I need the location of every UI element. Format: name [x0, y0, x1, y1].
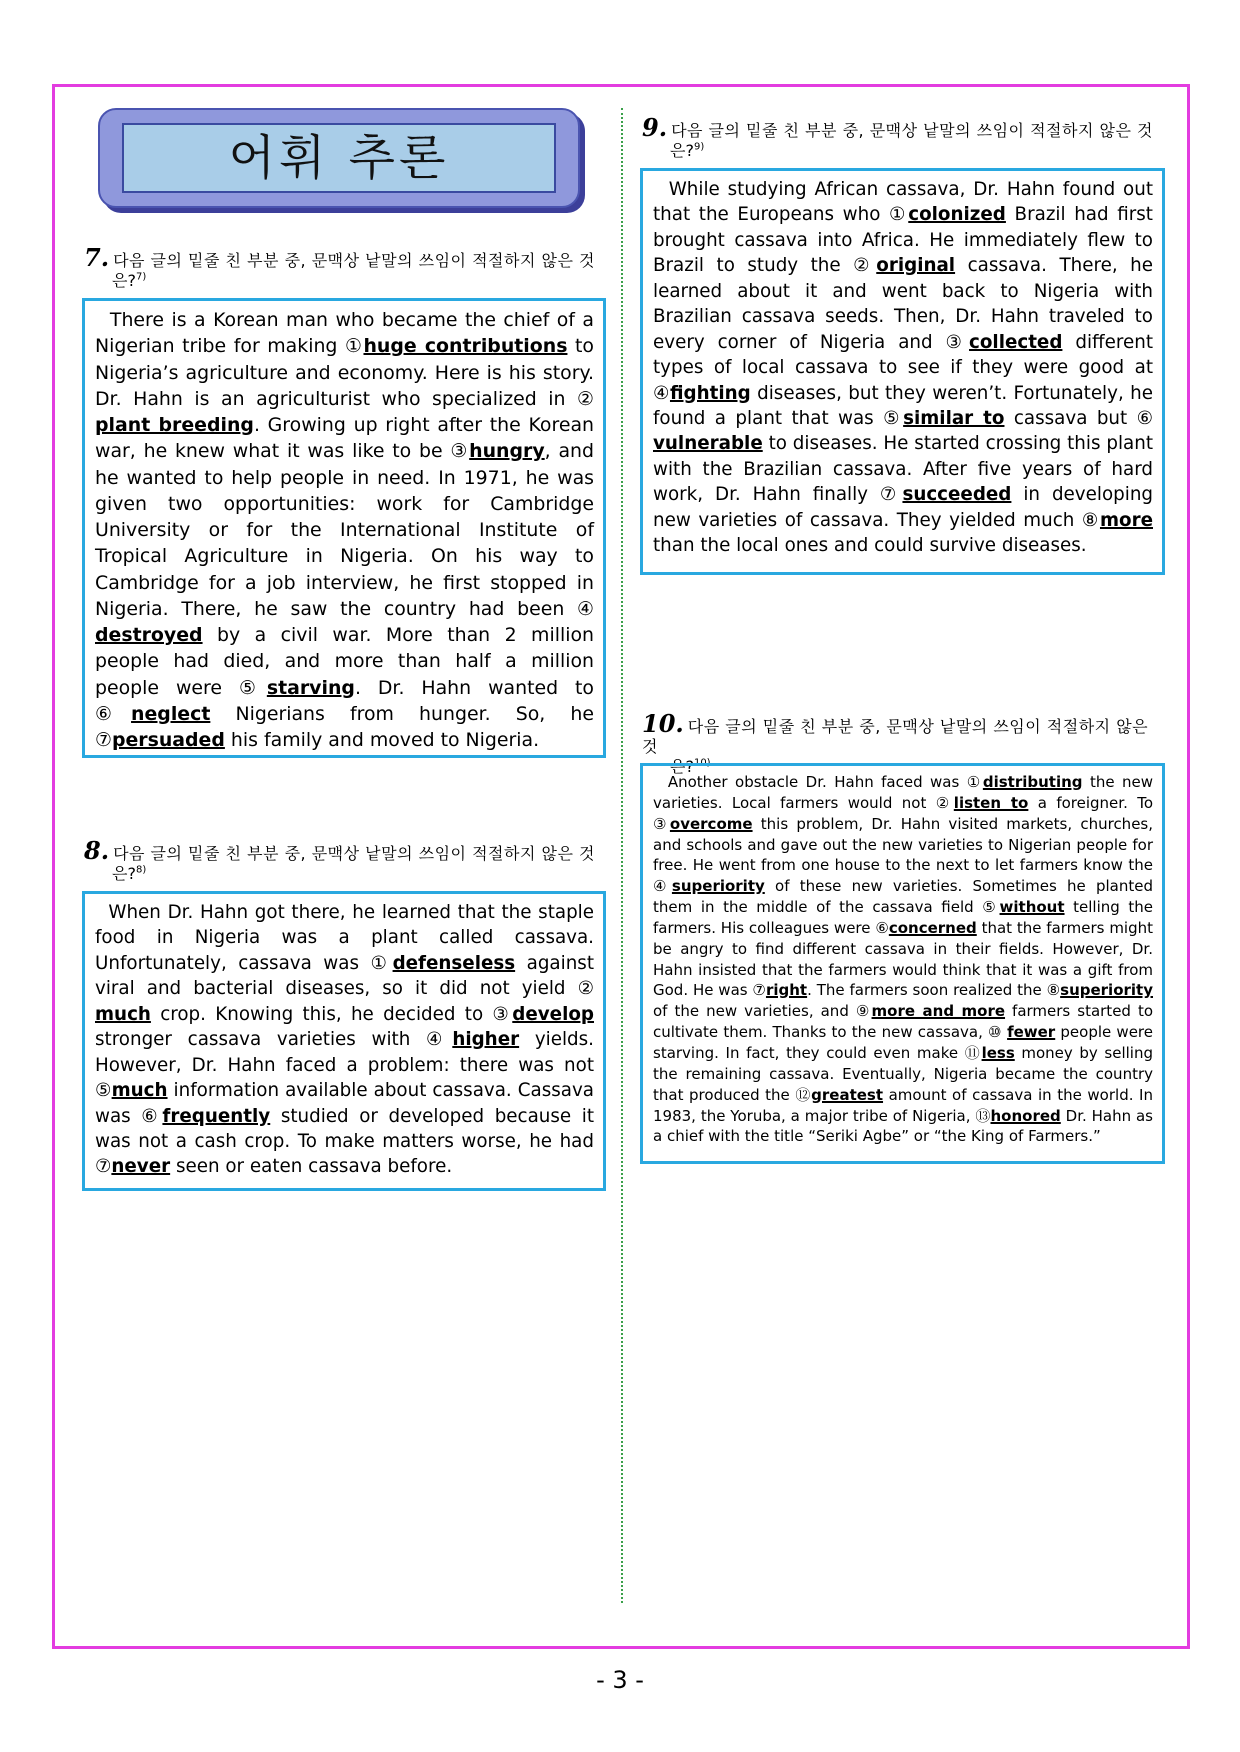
question-7-prompt [84, 243, 606, 291]
underlined-word: never [111, 1156, 171, 1178]
underlined-word: huge contributions [363, 335, 568, 358]
question-9-passage [640, 168, 1165, 575]
passage-text: by a civil war. More than 2 million people had died, and more than half a million people were ⑤ [95, 624, 594, 699]
underlined-word: more and more [871, 1002, 1006, 1021]
underlined-word: collected [969, 331, 1063, 353]
passage-text: cassava but ⑥ [1004, 407, 1153, 429]
passage-text: When Dr. Hahn got there, he learned that the staple food in Nigeria was a plant called cassava. Unfortunately, cassava was ① [95, 902, 594, 974]
underlined-word: frequently [162, 1105, 271, 1127]
question-number: 9. [642, 113, 668, 142]
underlined-word: less [981, 1043, 1015, 1062]
underlined-word: plant breeding [95, 414, 254, 437]
column-divider [621, 108, 623, 1603]
passage-text: stronger cassava varieties with ④ [95, 1029, 453, 1051]
question-instruction: 다음 글의 밑줄 친 부분 중, 문맥상 낱말의 쓰임이 적절하지 않은 것 [642, 717, 1149, 756]
underlined-word: much [95, 1003, 151, 1025]
passage-text: , and he wanted to help people in need. In 1971, he was given two opportunities: work for Cambridge University or for the International Institute of Tropical Agriculture in Nigeria. On his way to Cambridge for a job interview, he first stopped in Nigeria. There, he saw the country had been ④ [95, 440, 594, 620]
underlined-word: hungry [469, 440, 545, 463]
underlined-word: superiority [671, 877, 765, 896]
underlined-word: succeeded [902, 484, 1012, 506]
underlined-word: honored [990, 1106, 1061, 1125]
question-instruction: 다음 글의 밑줄 친 부분 중, 문맥상 낱말의 쓰임이 적절하지 않은 것 [113, 844, 595, 863]
underlined-word: distributing [982, 773, 1083, 791]
passage-text: cassava. There, he learned about it and went back to Nigeria with Brazilian cassava seeds. Then, Dr. Hahn traveled to every corner of Nigeria and ③ [653, 255, 1153, 353]
question-instruction-end: 은? [112, 271, 136, 290]
question-7-passage [82, 298, 606, 758]
passage-text: of these new varieties. Sometimes he planted them in the middle of the cassava field ⑤ [653, 877, 1153, 917]
underlined-word: colonized [908, 204, 1006, 226]
underlined-word: much [111, 1080, 168, 1102]
underlined-word: fewer [1007, 1023, 1056, 1042]
footnote-ref: 7) [135, 271, 147, 283]
passage-text: in developing new varieties of cassava. They yielded much ⑧ [653, 484, 1154, 531]
passage-text: . Dr. Hahn wanted to ⑥ [95, 676, 594, 725]
passage-text: that the farmers might be angry to find different cassava in their fields. However, Dr. Hahn insisted that the farmers would think that it was a gift from God. He was ⑦ [653, 918, 1154, 1000]
question-10-passage [640, 763, 1165, 1164]
question-instruction-end: 은? [670, 757, 694, 776]
underlined-word: destroyed [95, 624, 203, 647]
underlined-word: neglect [131, 702, 211, 725]
underlined-word: higher [452, 1029, 520, 1051]
underlined-word: similar to [903, 407, 1005, 429]
footnote-ref: 8) [135, 864, 147, 876]
underlined-word: fighting [669, 382, 751, 404]
question-instruction-end: 은? [112, 864, 136, 883]
passage-text: yields. However, Dr. Hahn faced a problem: there was not ⑤ [95, 1029, 594, 1102]
underlined-word: more [1099, 509, 1153, 531]
question-number: 8. [84, 836, 110, 865]
underlined-word: listen to [953, 793, 1029, 812]
passage-text: a foreigner. To ③ [653, 793, 1154, 833]
passage-text: than the local ones and could survive diseases. [653, 535, 1087, 557]
question-8-prompt [84, 836, 606, 884]
underlined-word: defenseless [392, 952, 516, 974]
passage-text: to diseases. He started crossing this plant with the Brazilian cassava. After five years of hard work, Dr. Hahn finally ⑦ [653, 433, 1153, 506]
underlined-word: concerned [888, 918, 977, 937]
underlined-word: superiority [1060, 981, 1153, 1000]
passage-text: different types of local cassava to see if they were good at ④ [653, 331, 1153, 404]
passage-text: crop. Knowing this, he decided to ③ [150, 1003, 513, 1025]
question-instruction: 다음 글의 밑줄 친 부분 중, 문맥상 낱말의 쓰임이 적절하지 않은 것 [671, 121, 1153, 140]
page-number: - 3 - [596, 1666, 644, 1694]
section-title-plate [122, 123, 556, 193]
passage-text: seen or eaten cassava before. [170, 1156, 453, 1178]
passage-text: his family and moved to Nigeria. [224, 729, 540, 752]
passage-text: telling the farmers. His colleagues were ⑥ [653, 898, 1153, 937]
underlined-word: vulnerable [653, 433, 763, 455]
passage-text: Dr. Hahn as a chief with the title “Seriki Agbe” or “the King of Farmers.” [653, 1106, 1153, 1146]
question-8-passage [82, 891, 606, 1191]
passage-text: While studying African cassava, Dr. Hahn found out that the Europeans who ① [653, 179, 1153, 226]
passage-text: amount of cassava in the world. In 1983, the Yoruba, a major tribe of Nigeria, ⑬ [653, 1085, 1153, 1125]
question-instruction-end: 은? [670, 141, 694, 160]
passage-text: of the new varieties, and ⑨ [653, 1002, 872, 1021]
footnote-ref: 9) [693, 141, 705, 153]
passage-text: diseases, but they weren’t. Fortunately, he found a plant that was ⑤ [653, 382, 1153, 429]
passage-text: information available about cassava. Cassava was ⑥ [95, 1080, 595, 1127]
underlined-word: without [999, 898, 1065, 917]
question-instruction: 다음 글의 밑줄 친 부분 중, 문맥상 낱말의 쓰임이 적절하지 않은 것 [113, 251, 595, 270]
passage-text: Another obstacle Dr. Hahn faced was ① [653, 773, 983, 791]
underlined-word: original [876, 255, 956, 277]
passage-text: the new varieties. Local farmers would not ② [653, 773, 1154, 812]
question-number: 7. [84, 243, 110, 272]
underlined-word: persuaded [111, 729, 225, 752]
passage-text: There is a Korean man who became the chief of a Nigerian tribe for making ① [95, 309, 594, 358]
passage-text: . The farmers soon realized the ⑧ [807, 981, 1061, 1000]
question-9-prompt [642, 113, 1164, 161]
section-title: 어휘 추론 [228, 130, 450, 186]
underlined-word: right [765, 981, 808, 1000]
section-title-banner [98, 108, 580, 208]
underlined-word: greatest [811, 1085, 884, 1104]
passage-text: people were starving. In fact, they could even make ⑪ [653, 1023, 1153, 1062]
passage-text: farmers started to cultivate them. Thanks to the new cassava, ⑩ [653, 1002, 1154, 1042]
underlined-word: overcome [669, 814, 753, 833]
passage-text: . Growing up right after the Korean war, he knew what it was like to be ③ [95, 414, 595, 463]
passage-text: money by selling the remaining cassava. Eventually, Nigeria became the country that produced the ⑫ [653, 1043, 1153, 1104]
passage-text: to Nigeria’s agriculture and economy. Here is his story. Dr. Hahn is an agriculturist who specialized in ② [95, 335, 594, 410]
passage-text: this problem, Dr. Hahn visited markets, churches, and schools and gave out the new varieties to Nigerian people for free. He went from one house to the next to let farmers know the ④ [653, 814, 1154, 896]
underlined-word: starving [266, 676, 355, 699]
underlined-word: develop [512, 1003, 594, 1025]
footnote-ref: 10) [693, 757, 711, 769]
passage-text: studied or developed because it was not a cash crop. To make matters worse, he had ⑦ [95, 1105, 594, 1178]
passage-text: Brazil had first brought cassava into Africa. He immediately flew to Brazil to study the ② [653, 204, 1153, 277]
question-number: 10. [642, 709, 684, 738]
passage-text: against viral and bacterial diseases, so it did not yield ② [95, 952, 594, 1000]
passage-text: Nigerians from hunger. So, he ⑦ [95, 702, 594, 752]
